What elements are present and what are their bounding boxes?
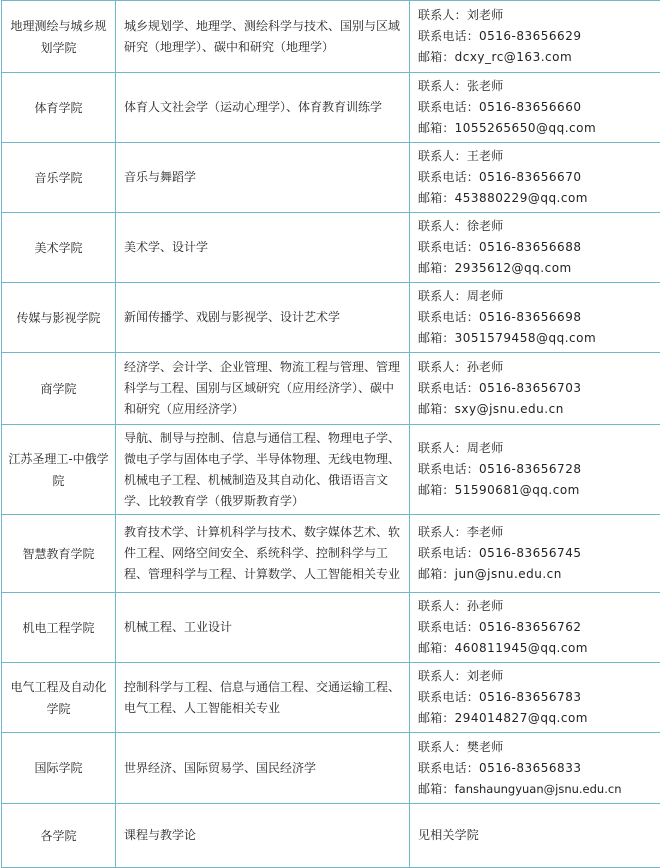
- table-row: [2, 425, 660, 515]
- contact-cell: [410, 213, 660, 283]
- contact-phone: [418, 97, 660, 118]
- contact-phone: [418, 237, 660, 258]
- contact-phone: [418, 459, 660, 480]
- contact-label: 联系人：: [418, 8, 467, 22]
- college-name: 江苏圣理工-中俄学院: [2, 448, 115, 492]
- contact-person: [418, 438, 660, 459]
- majors-text: 机械工程、工业设计: [124, 617, 403, 638]
- college-cell: [2, 663, 116, 733]
- table-row: [2, 804, 660, 868]
- contact-label: 联系电话：: [418, 240, 479, 254]
- contact-email[interactable]: [418, 118, 660, 139]
- majors-cell: [116, 804, 410, 868]
- contact-label: 联系人：: [418, 79, 467, 93]
- college-cell: [2, 1, 116, 73]
- majors-cell: [116, 213, 410, 283]
- contact-person: [418, 5, 660, 26]
- majors-text: 教育技术学、计算机科学与技术、数字媒体艺术、软件工程、网络空间安全、系统科学、控制科学与工程、管理科学与工程、计算数学、人工智能相关专业: [124, 522, 403, 585]
- contact-label: 联系电话：: [418, 462, 479, 476]
- contact-cell: [410, 804, 660, 868]
- contact-person: [418, 286, 660, 307]
- contact-label: 联系人：: [418, 669, 467, 683]
- majors-text: 导航、制导与控制、信息与通信工程、物理电子学、微电子学与固体电子学、半导体物理、无线电物理、机械电子工程、机械制造及其自动化、俄语语言文学、比较教育学（俄罗斯教育学）: [124, 428, 403, 512]
- contact-email[interactable]: [418, 47, 660, 68]
- contact-cell: [410, 283, 660, 353]
- majors-text: 世界经济、国际贸易学、国民经济学: [124, 758, 403, 779]
- contact-value: 1055265650@qq.com: [455, 121, 597, 135]
- contact-cell: [410, 425, 660, 515]
- contact-email[interactable]: [418, 258, 660, 279]
- contact-value: dcxy_rc@163.com: [455, 50, 573, 64]
- contact-label: 邮箱：: [418, 641, 455, 655]
- contact-label: 联系人：: [418, 525, 467, 539]
- majors-cell: [116, 143, 410, 213]
- college-cell: [2, 73, 116, 143]
- college-name: 音乐学院: [2, 167, 115, 189]
- contact-label: 邮箱：: [418, 50, 455, 64]
- contact-see-college: 见相关学院: [418, 825, 660, 846]
- contact-cell: [410, 593, 660, 663]
- college-name: 各学院: [2, 825, 115, 847]
- contact-label: 徐老师: [467, 219, 504, 233]
- contact-phone: [418, 167, 660, 188]
- contact-value: 0516-83656762: [479, 620, 581, 634]
- majors-cell: [116, 353, 410, 425]
- table-row: [2, 213, 660, 283]
- college-cell: [2, 425, 116, 515]
- contact-value: 51590681@qq.com: [455, 483, 580, 497]
- majors-text: 美术学、设计学: [124, 237, 403, 258]
- majors-cell: [116, 663, 410, 733]
- contact-label: 邮箱：: [418, 331, 455, 345]
- contact-label: 孙老师: [467, 599, 504, 613]
- contact-cell: [410, 1, 660, 73]
- contact-label: 联系人：: [418, 360, 467, 374]
- contact-label: 樊老师: [467, 740, 504, 754]
- college-name: 体育学院: [2, 97, 115, 119]
- table-row: [2, 733, 660, 804]
- majors-text: 城乡规划学、地理学、测绘科学与技术、国别与区域研究（地理学）、碳中和研究（地理学）: [124, 16, 403, 58]
- college-name: 地理测绘与城乡规划学院: [2, 15, 115, 59]
- contact-label: 联系人：: [418, 289, 467, 303]
- table-row: [2, 663, 660, 733]
- contact-label: 联系电话：: [418, 310, 479, 324]
- contact-email[interactable]: [418, 480, 660, 501]
- contact-label: 联系电话：: [418, 170, 479, 184]
- contact-email[interactable]: [418, 779, 660, 800]
- contact-label: 联系电话：: [418, 100, 479, 114]
- contact-phone: [418, 687, 660, 708]
- college-name: 国际学院: [2, 757, 115, 779]
- college-name: 智慧教育学院: [2, 543, 115, 565]
- contact-person: [418, 596, 660, 617]
- college-cell: [2, 515, 116, 593]
- contact-phone: [418, 543, 660, 564]
- contact-email[interactable]: [418, 328, 660, 349]
- college-name: 商学院: [2, 378, 115, 400]
- contact-phone: [418, 307, 660, 328]
- college-name: 电气工程及自动化学院: [2, 676, 115, 720]
- contact-value: 0516-83656698: [479, 310, 581, 324]
- contact-label: 邮箱：: [418, 191, 455, 205]
- contact-phone: [418, 378, 660, 399]
- contact-person: [418, 522, 660, 543]
- college-cell: [2, 143, 116, 213]
- contact-person: [418, 357, 660, 378]
- contact-label: 联系电话：: [418, 620, 479, 634]
- contact-value: 0516-83656660: [479, 100, 581, 114]
- contact-label: 联系人：: [418, 441, 467, 455]
- contact-label: 邮箱：: [418, 711, 455, 725]
- contact-cell: [410, 515, 660, 593]
- contact-label: 联系人：: [418, 149, 467, 163]
- contact-label: 张老师: [467, 79, 504, 93]
- college-name: 机电工程学院: [2, 617, 115, 639]
- majors-cell: [116, 73, 410, 143]
- contact-label: 孙老师: [467, 360, 504, 374]
- contact-value: 0516-83656783: [479, 690, 581, 704]
- contact-email[interactable]: [418, 399, 660, 420]
- majors-text: 控制科学与工程、信息与通信工程、交通运输工程、电气工程、人工智能相关专业: [124, 677, 403, 719]
- contact-label: 周老师: [467, 289, 504, 303]
- contact-phone: [418, 26, 660, 47]
- table-row: [2, 593, 660, 663]
- contact-value: 2935612@qq.com: [455, 261, 572, 275]
- contact-label: 联系电话：: [418, 29, 479, 43]
- contact-value: jun@jsnu.edu.cn: [455, 567, 562, 581]
- contact-value: 0516-83656688: [479, 240, 581, 254]
- contact-phone: [418, 758, 660, 779]
- contact-person: [418, 666, 660, 687]
- contact-label: 联系人：: [418, 219, 467, 233]
- contact-label: 邮箱：: [418, 782, 455, 796]
- contact-value: fanshaungyuan@jsnu.edu.cn: [455, 782, 622, 796]
- table-row: [2, 143, 660, 213]
- college-cell: [2, 213, 116, 283]
- majors-cell: [116, 425, 410, 515]
- contact-value: 453880229@qq.com: [455, 191, 588, 205]
- college-cell: [2, 353, 116, 425]
- contact-value: 0516-83656629: [479, 29, 581, 43]
- majors-cell: [116, 283, 410, 353]
- college-cell: [2, 804, 116, 868]
- table-row: [2, 1, 660, 73]
- contact-value: 0516-83656670: [479, 170, 581, 184]
- contact-cell: [410, 73, 660, 143]
- contact-label: 邮箱：: [418, 483, 455, 497]
- table-row: [2, 283, 660, 353]
- contact-label: 联系电话：: [418, 546, 479, 560]
- contact-label: 联系电话：: [418, 381, 479, 395]
- contact-value: 0516-83656833: [479, 761, 581, 775]
- contact-label: 联系人：: [418, 740, 467, 754]
- contact-email[interactable]: [418, 188, 660, 209]
- majors-text: 经济学、会计学、企业管理、物流工程与管理、管理科学与工程、国别与区域研究（应用经济学）、碳中和研究（应用经济学）: [124, 357, 403, 420]
- contact-cell: [410, 143, 660, 213]
- contact-person: [418, 737, 660, 758]
- majors-text: 新闻传播学、戏剧与影视学、设计艺术学: [124, 307, 403, 328]
- majors-text: 课程与教学论: [124, 825, 403, 846]
- contact-person: [418, 146, 660, 167]
- college-contact-table: [1, 0, 660, 868]
- contact-label: 周老师: [467, 441, 504, 455]
- contact-value: 460811945@qq.com: [455, 641, 588, 655]
- majors-text: 体育人文社会学（运动心理学）、体育教育训练学: [124, 97, 403, 118]
- contact-phone: [418, 617, 660, 638]
- contact-value: 0516-83656745: [479, 546, 581, 560]
- majors-text: 音乐与舞蹈学: [124, 167, 403, 188]
- contact-label: 邮箱：: [418, 261, 455, 275]
- majors-cell: [116, 515, 410, 593]
- table-row: [2, 73, 660, 143]
- contact-value: 0516-83656728: [479, 462, 581, 476]
- contact-cell: [410, 663, 660, 733]
- contact-label: 邮箱：: [418, 402, 455, 416]
- college-cell: [2, 733, 116, 804]
- college-name: 传媒与影视学院: [2, 307, 115, 329]
- contact-label: 联系电话：: [418, 690, 479, 704]
- contact-cell: [410, 353, 660, 425]
- table-row: [2, 515, 660, 593]
- table-row: [2, 353, 660, 425]
- contact-label: 联系电话：: [418, 761, 479, 775]
- contact-value: sxy@jsnu.edu.cn: [455, 402, 564, 416]
- contact-label: 王老师: [467, 149, 504, 163]
- contact-label: 刘老师: [467, 8, 504, 22]
- contact-email[interactable]: [418, 708, 660, 729]
- contact-value: 3051579458@qq.com: [455, 331, 597, 345]
- contact-person: [418, 216, 660, 237]
- contact-value: 294014827@qq.com: [455, 711, 588, 725]
- contact-label: 邮箱：: [418, 121, 455, 135]
- college-cell: [2, 283, 116, 353]
- contact-person: [418, 76, 660, 97]
- contact-label: 邮箱：: [418, 567, 455, 581]
- contact-value: 0516-83656703: [479, 381, 581, 395]
- contact-label: 刘老师: [467, 669, 504, 683]
- contact-email[interactable]: [418, 638, 660, 659]
- college-cell: [2, 593, 116, 663]
- contact-label: 李老师: [467, 525, 504, 539]
- majors-cell: [116, 733, 410, 804]
- college-name: 美术学院: [2, 237, 115, 259]
- contact-email[interactable]: [418, 564, 660, 585]
- majors-cell: [116, 1, 410, 73]
- majors-cell: [116, 593, 410, 663]
- contact-cell: [410, 733, 660, 804]
- contact-label: 联系人：: [418, 599, 467, 613]
